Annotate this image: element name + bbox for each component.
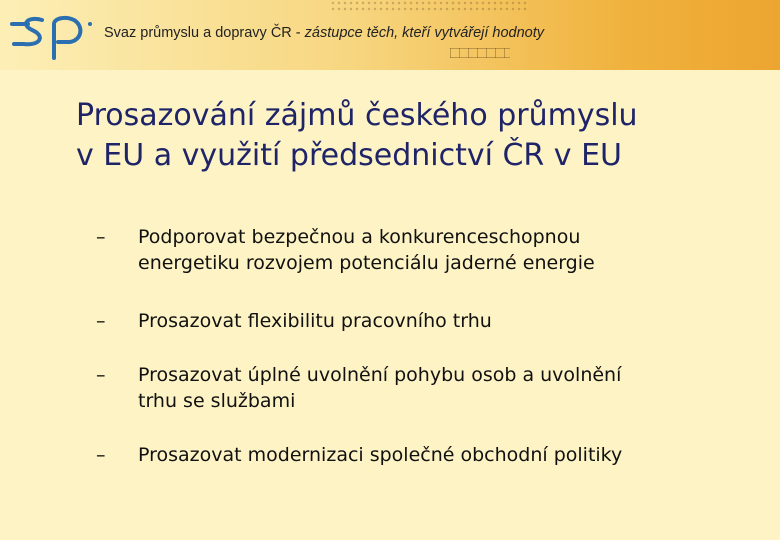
header-dot-pattern — [330, 0, 530, 12]
bullet-text-line: Prosazovat flexibilitu pracovního trhu — [138, 310, 492, 332]
header-org-name: Svaz průmyslu a dopravy ČR — [104, 25, 292, 41]
bullet-item — [96, 224, 736, 308]
bullet-text-line: energetiku rozvojem potenciálu jaderné energie — [138, 252, 595, 274]
sp-logo-icon — [6, 10, 98, 62]
bullet-item — [96, 308, 736, 362]
bullet-dash: – — [96, 364, 106, 386]
header-separator: - — [291, 25, 305, 41]
bullet-text-line: trhu se službami — [138, 390, 296, 412]
slide-title-line-2: v EU a využití předsednictví ČR v EU — [76, 138, 623, 173]
header-text — [104, 25, 544, 41]
header-tagline: zástupce těch, kteří vytvářejí hodnoty — [304, 25, 545, 41]
bullet-item — [96, 362, 736, 442]
bullet-text-line: Prosazovat úplné uvolnění pohybu osob a uvolnění — [138, 364, 622, 386]
header-square-pattern — [450, 48, 510, 58]
slide-title-line-1: Prosazování zájmů českého průmyslu — [76, 98, 638, 133]
header-banner — [0, 0, 780, 70]
bullet-dash: – — [96, 444, 106, 466]
bullet-dash: – — [96, 310, 106, 332]
bullet-text-line: Prosazovat modernizaci společné obchodní politiky — [138, 444, 623, 466]
bullet-text-line: Podporovat bezpečnou a konkurenceschopnou — [138, 226, 581, 248]
slide-title — [76, 96, 756, 176]
bullet-list — [96, 224, 736, 468]
bullet-dash: – — [96, 226, 106, 248]
bullet-item — [96, 442, 736, 468]
